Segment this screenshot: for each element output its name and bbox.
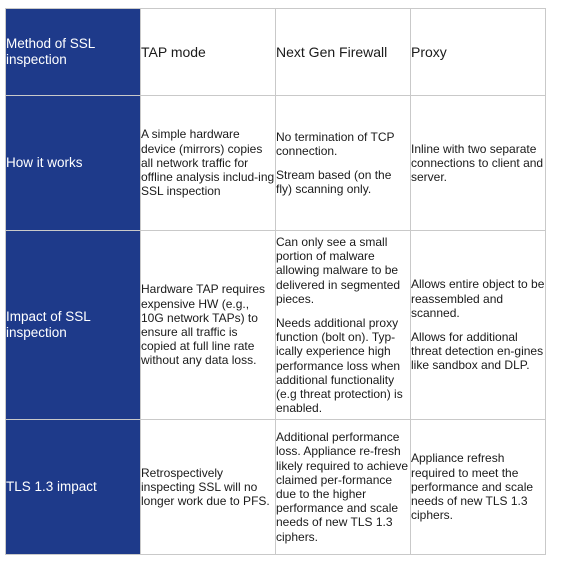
- row-header-label: How it works: [6, 155, 83, 170]
- cell-tls-ngfw: [276, 420, 411, 555]
- cell-impact-ngfw: [276, 231, 411, 420]
- row-header-how-it-works: [6, 96, 141, 231]
- cell-impact-tap: [141, 231, 276, 420]
- column-header-proxy: [411, 9, 546, 96]
- cell-how-it-works-tap: [141, 96, 276, 231]
- cell-impact-proxy: [411, 231, 546, 420]
- column-header-label: Proxy: [411, 43, 447, 60]
- column-header-next-gen-firewall: [276, 9, 411, 96]
- cell-paragraph: Appliance refresh required to meet the performance and scale needs of new TLS 1.3 ciphers.: [411, 451, 534, 523]
- row-header-label: Impact of SSL inspection: [6, 309, 91, 340]
- cell-how-it-works-proxy: [411, 96, 546, 231]
- row-header-label: TLS 1.3 impact: [6, 479, 97, 494]
- column-header-label: Next Gen Firewall: [276, 43, 388, 60]
- cell-paragraph: Allows entire object to be reassembled and scanned.: [411, 277, 545, 320]
- table-row-how-it-works: [6, 96, 546, 231]
- column-header-tap-mode: [141, 9, 276, 96]
- cell-tls-proxy: [411, 420, 546, 555]
- corner-header-label: Method of SSL inspection: [6, 36, 95, 67]
- column-header-label: TAP mode: [141, 43, 206, 60]
- cell-how-it-works-ngfw: [276, 96, 411, 231]
- ssl-inspection-comparison-table: [5, 8, 546, 555]
- cell-paragraph: Inline with two separate connections to client and server.: [411, 141, 544, 185]
- cell-paragraph: Hardware TAP requires expensive HW (e.g., 10G network TAPs) to ensure all traffic is copied at full line rate without any data loss.: [141, 282, 266, 368]
- table-header-row: [6, 9, 546, 96]
- cell-paragraph: A simple hardware device (mirrors) copies all network traffic for offline analysis includ-ing SSL inspection: [141, 127, 275, 199]
- row-header-impact-of-ssl-inspection: [6, 231, 141, 420]
- cell-paragraph: Retrospectively inspecting SSL will no longer work due to PFS.: [141, 465, 270, 509]
- corner-header-cell: [6, 9, 141, 96]
- cell-paragraph: Stream based (on the fly) scanning only.: [276, 168, 392, 197]
- cell-tls-tap: [141, 420, 276, 555]
- row-header-tls-1-3-impact: [6, 420, 141, 555]
- cell-paragraph: No termination of TCP connection.: [276, 129, 395, 158]
- cell-paragraph: Can only see a small portion of malware allowing malware to be delivered in segmented pieces.: [276, 235, 401, 306]
- cell-paragraph: Needs additional proxy function (bolt on). Typ-ically experience high performance loss when additional functionality (e.g threat protection) is enabled.: [276, 316, 403, 416]
- table-row-tls-1-3-impact: [6, 420, 546, 555]
- cell-paragraph: Allows for additional threat detection en-gines like sandbox and DLP.: [411, 330, 544, 373]
- table-row-impact-of-ssl-inspection: [6, 231, 546, 420]
- cell-paragraph: Additional performance loss. Appliance re-fresh likely required to achieve claimed per-formance due to the higher performance and scale needs of new TLS 1.3 ciphers.: [276, 430, 409, 544]
